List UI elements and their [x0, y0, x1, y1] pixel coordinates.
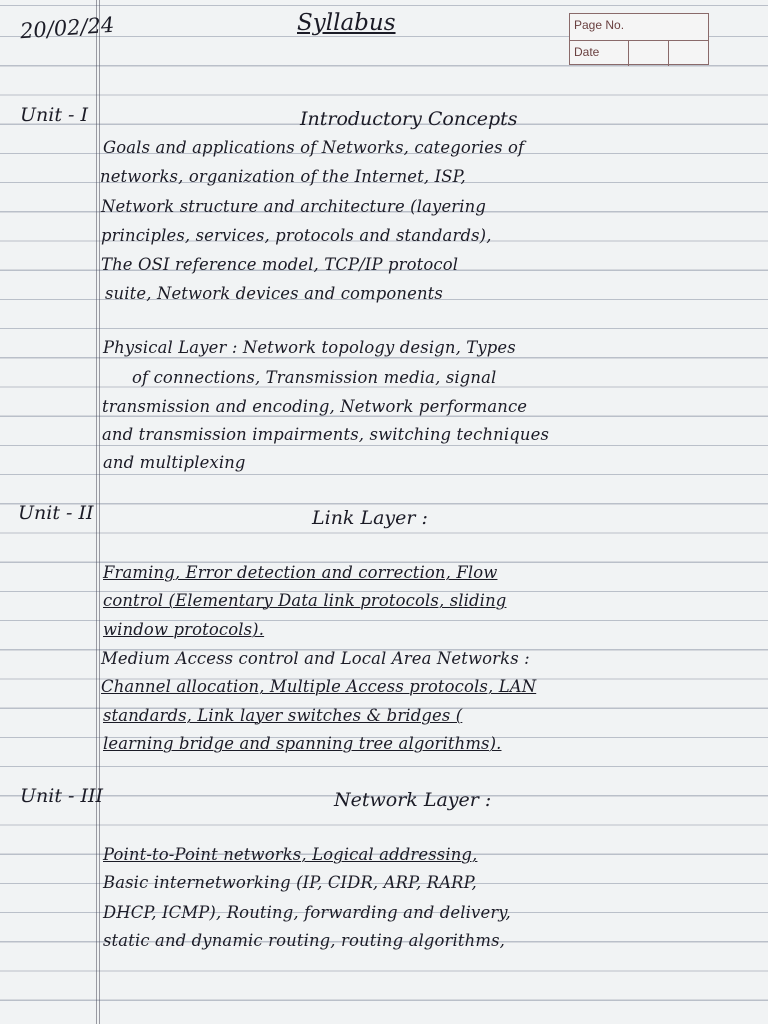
unit-1-line: principles, services, protocols and standards),: [101, 226, 492, 245]
unit-1-line: Goals and applications of Networks, categories of: [103, 138, 525, 157]
unit-3-title: Network Layer :: [334, 789, 492, 811]
unit-3-label: Unit - III: [20, 785, 103, 807]
unit-2-line: Framing, Error detection and correction, Flow: [103, 563, 498, 582]
page-number-box: [569, 13, 709, 65]
unit-2-line: Medium Access control and Local Area Networks :: [101, 649, 530, 668]
unit-1-line: suite, Network devices and components: [105, 284, 443, 303]
unit-2-line: standards, Link layer switches & bridges (: [103, 706, 463, 725]
unit-2-label: Unit - II: [18, 502, 94, 524]
physical-layer-line: of connections, Transmission media, signal: [132, 368, 497, 387]
date-cell-divider: [628, 41, 629, 66]
physical-layer-line: and multiplexing: [103, 453, 246, 472]
unit-2-line: learning bridge and spanning tree algorithms).: [103, 734, 502, 753]
margin-line-inner: [99, 0, 100, 1024]
unit-2-line: control (Elementary Data link protocols, sliding: [103, 591, 507, 610]
physical-layer-line: transmission and encoding, Network performance: [102, 397, 528, 416]
handwritten-date: 20/02/24: [19, 12, 116, 44]
physical-layer-line: and transmission impairments, switching techniques: [102, 425, 550, 444]
unit-3-line: static and dynamic routing, routing algorithms,: [103, 931, 505, 950]
unit-3-line: Basic internetworking (IP, CIDR, ARP, RARP,: [103, 873, 477, 892]
page-no-row: [570, 14, 708, 40]
physical-layer-line: Physical Layer : Network topology design, Types: [103, 338, 516, 357]
unit-2-line: window protocols).: [103, 620, 265, 639]
date-row: [570, 40, 708, 66]
unit-1-label: Unit - I: [20, 104, 88, 126]
page-title: Syllabus: [297, 10, 396, 36]
unit-1-title: Introductory Concepts: [300, 108, 518, 130]
date-label: Date: [574, 45, 600, 59]
page-no-label: Page No.: [574, 18, 625, 32]
unit-1-line: The OSI reference model, TCP/IP protocol: [101, 255, 459, 274]
unit-1-line: networks, organization of the Internet, ISP,: [100, 167, 466, 186]
margin-line: [96, 0, 97, 1024]
unit-1-line: Network structure and architecture (layering: [101, 197, 487, 216]
unit-3-line: Point-to-Point networks, Logical addressing,: [103, 845, 478, 864]
unit-2-title: Link Layer :: [312, 507, 428, 529]
date-cell-divider: [668, 41, 669, 66]
unit-3-line: DHCP, ICMP), Routing, forwarding and delivery,: [103, 903, 511, 922]
unit-2-line: Channel allocation, Multiple Access protocols, LAN: [101, 677, 537, 696]
